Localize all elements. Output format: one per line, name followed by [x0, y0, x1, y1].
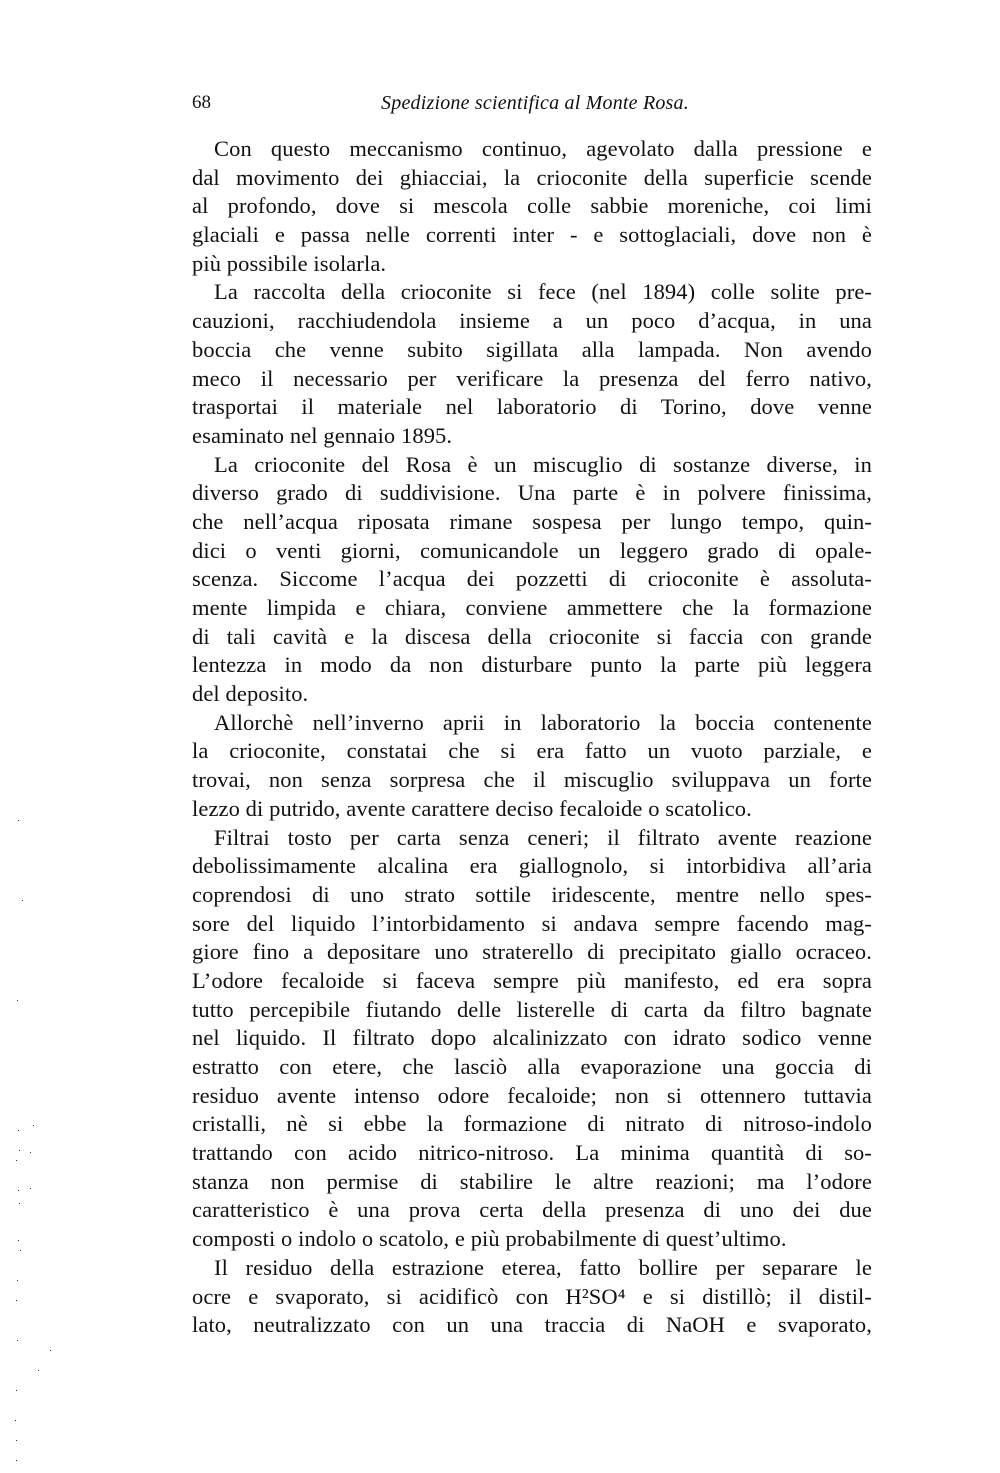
running-head: [192, 92, 878, 118]
text-line: Allorchè nell’inverno aprii in laboratorio la boccia contenente: [214, 709, 872, 735]
text-line: sore del liquido l’intorbidamento si andava sempre facendo mag-: [192, 910, 872, 936]
text-line: coprendosi di uno strato sottile iridescente, mentre nello spes-: [192, 881, 872, 907]
text-line: trasportai il materiale nel laboratorio di Torino, dove venne: [192, 394, 872, 420]
text-line: lezzo di putrido, avente carattere deciso fecaloide o scatolico.: [192, 795, 752, 821]
text-line: Filtrai tosto per carta senza ceneri; il filtrato avente reazione: [214, 824, 872, 850]
paragraph: [192, 824, 872, 1254]
text-line: L’odore fecaloide si faceva sempre più manifesto, ed era sopra: [192, 967, 872, 993]
text-line: boccia che venne subito sigillata alla lampada. Non avendo: [192, 336, 872, 362]
paragraph: [192, 709, 872, 824]
text-line: mente limpida e chiara, conviene ammettere che la formazione: [192, 595, 872, 620]
body-text: [192, 135, 872, 1340]
paragraph: [192, 135, 872, 278]
text-line: dici o venti giorni, comunicandole un leggero grado di opale-: [192, 537, 872, 563]
paragraph: [192, 1254, 872, 1340]
paragraph: [192, 451, 872, 709]
text-line: glaciali e passa nelle correnti inter - e sottoglaciali, dove non è: [192, 222, 872, 248]
text-line: diverso grado di suddivisione. Una parte è in polvere finissima,: [192, 480, 872, 506]
text-line: trovai, non senza sorpresa che il miscuglio sviluppava un forte: [192, 767, 872, 793]
text-line: la crioconite, constatai che si era fatto un vuoto parziale, e: [192, 738, 872, 764]
text-line: residuo avente intenso odore fecaloide; non si ottennero tuttavia: [192, 1082, 872, 1108]
text-line: che nell’acqua riposata rimane sospesa per lungo tempo, quin-: [192, 508, 872, 534]
text-line: nel liquido. Il filtrato dopo alcalinizzato con idrato sodico venne: [192, 1025, 872, 1051]
text-line: tutto percepibile fiutando delle listerelle di carta da filtro bagnate: [192, 996, 872, 1022]
text-line: estratto con etere, che lasciò alla evaporazione una goccia di: [192, 1054, 872, 1079]
paragraph: [192, 278, 872, 450]
text-line: esaminato nel gennaio 1895.: [192, 422, 453, 448]
text-line: composti o indolo o scatolo, e più probabilmente di quest’ultimo.: [192, 1226, 787, 1252]
text-line: di tali cavità e la discesa della crioconite si faccia con grande: [192, 623, 872, 649]
text-line: scenza. Siccome l’acqua dei pozzetti di crioconite è assoluta-: [192, 566, 872, 592]
text-line: trattando con acido nitrico-nitroso. La minima quantità di so-: [192, 1140, 872, 1166]
text-line: dal movimento dei ghiacciai, la crioconite della superficie scende: [192, 164, 872, 190]
text-line: lato, neutralizzato con un una traccia di NaOH e svaporato,: [192, 1312, 872, 1338]
text-line: cristalli, nè si ebbe la formazione di nitrato di nitroso-indolo: [192, 1111, 872, 1137]
text-line: La crioconite del Rosa è un miscuglio di sostanze diverse, in: [214, 451, 872, 477]
text-line: La raccolta della crioconite si fece (nel 1894) colle solite pre-: [214, 279, 872, 305]
text-line: meco il necessario per verificare la presenza del ferro nativo,: [192, 365, 872, 391]
text-line: debolissimamente alcalina era giallognolo, si intorbidiva all’aria: [192, 853, 872, 879]
text-line: Il residuo della estrazione eterea, fatto bollire per separare le: [214, 1254, 872, 1280]
text-line: giore fino a depositare uno straterello di precipitato giallo ocraceo.: [192, 939, 872, 965]
page-number: 68: [192, 92, 211, 113]
text-line: al profondo, dove si mescola colle sabbie moreniche, coi limi: [192, 193, 872, 219]
text-line: ocre e svaporato, si acidificò con H²SO⁴ e si distillò; il distil-: [192, 1283, 872, 1309]
text-line: caratteristico è una prova certa della presenza di uno dei due: [192, 1197, 872, 1223]
text-line: cauzioni, racchiudendola insieme a un poco d’acqua, in una: [192, 308, 872, 334]
text-line: del deposito.: [192, 681, 309, 707]
text-line: lentezza in modo da non disturbare punto la parte più leggera: [192, 652, 872, 678]
text-line: stanza non permise di stabilire le altre reazioni; ma l’odore: [192, 1168, 872, 1194]
running-title: Spedizione scientifica al Monte Rosa.: [381, 92, 689, 114]
text-line: Con questo meccanismo continuo, agevolato dalla pressione e: [214, 136, 872, 161]
text-line: più possibile isolarla.: [192, 250, 387, 276]
